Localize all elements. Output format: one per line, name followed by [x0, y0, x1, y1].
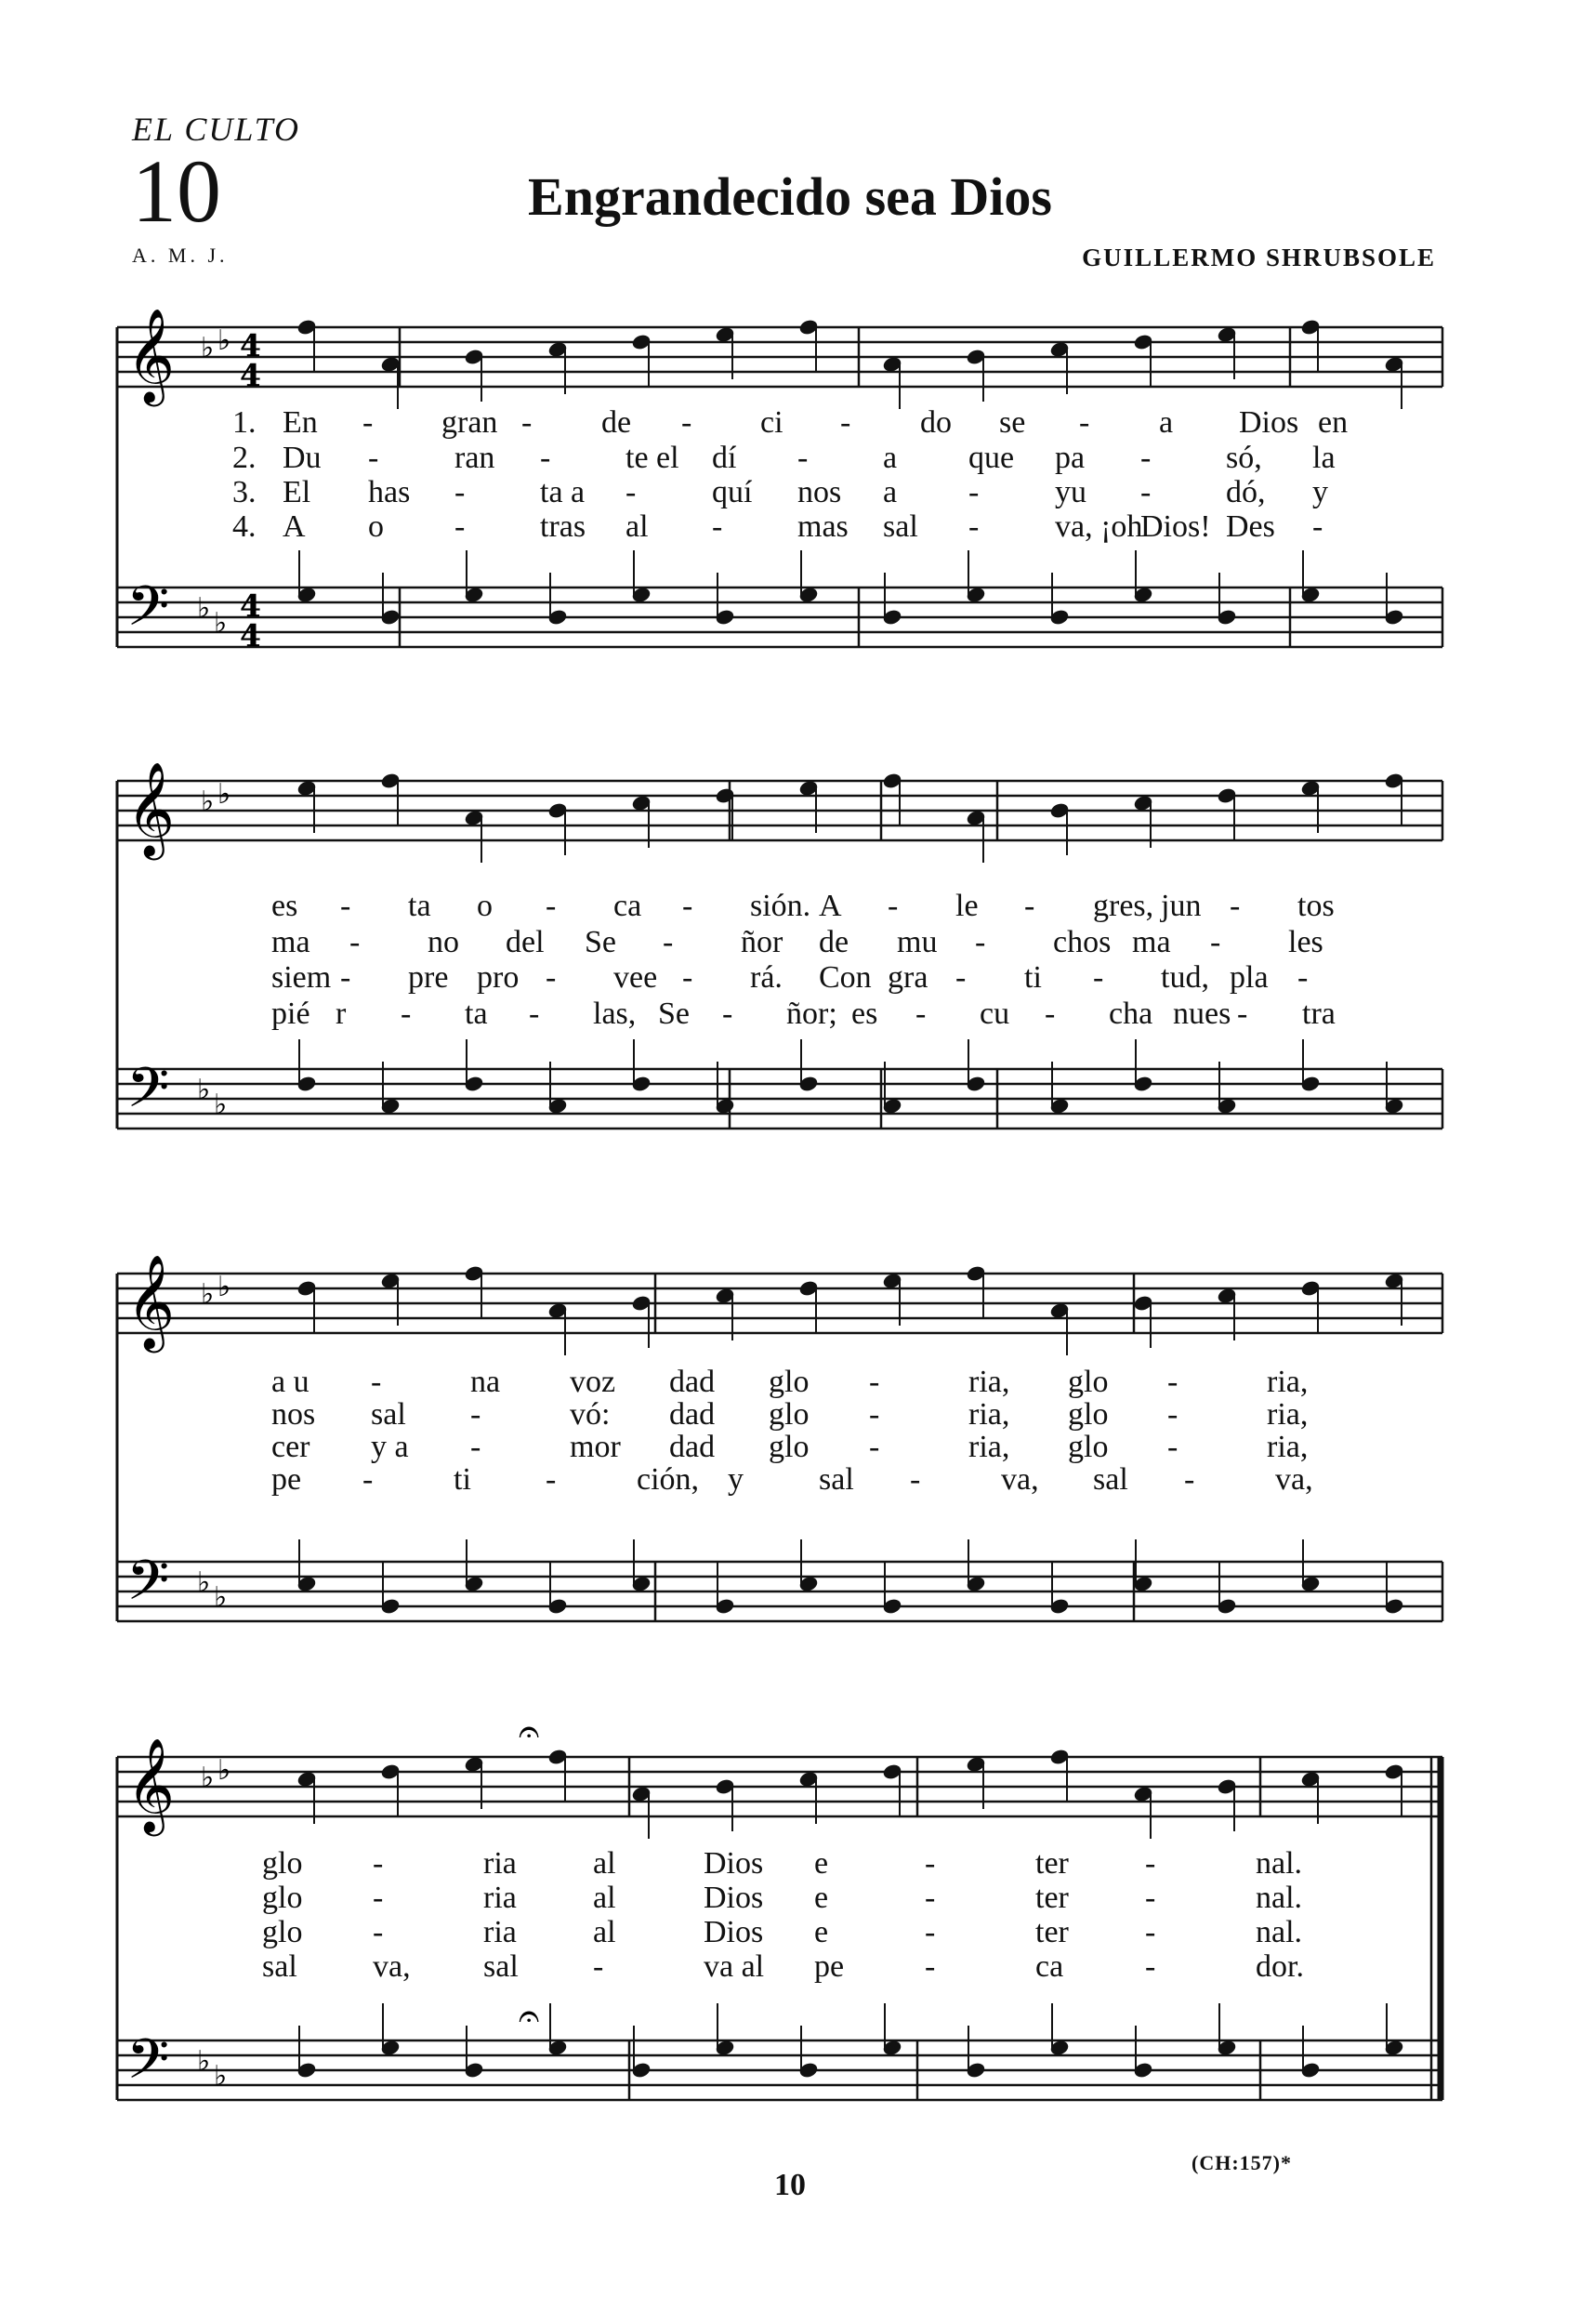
svg-text:♭: ♭ — [217, 1754, 231, 1787]
lyric-syllable: pe — [271, 1462, 302, 1497]
svg-text:♭: ♭ — [214, 1581, 228, 1614]
syllable-hyphen: - — [1237, 997, 1248, 1031]
lyric-syllable: ria, — [1267, 1365, 1309, 1399]
lyric-syllable: tra — [1302, 997, 1336, 1031]
lyric-syllable: mu — [897, 925, 938, 959]
lyric-syllable: al — [593, 1846, 616, 1881]
lyric-syllable: pa — [1055, 441, 1086, 475]
verse-4-line-4 — [244, 1951, 1348, 1985]
svg-text:𝄐: 𝄐 — [519, 1995, 540, 2038]
lyric-syllable: Se — [585, 925, 616, 959]
lyric-syllable: glo — [262, 1915, 303, 1949]
syllable-hyphen: - — [925, 1846, 936, 1881]
verse-number: 1. — [232, 405, 257, 440]
verse-number: 4. — [232, 509, 257, 544]
lyric-syllable: o — [477, 889, 493, 923]
syllable-hyphen: - — [546, 1462, 557, 1497]
lyric-syllable: voz — [570, 1365, 616, 1399]
lyric-syllable: vó: — [570, 1397, 611, 1432]
lyric-syllable: siem — [271, 960, 332, 995]
syllable-hyphen: - — [454, 509, 466, 544]
lyric-syllable: ria — [483, 1915, 517, 1949]
syllable-hyphen: - — [362, 405, 374, 440]
lyric-syllable: do — [920, 405, 952, 440]
syllable-hyphen: - — [1167, 1397, 1178, 1432]
syllable-hyphen: - — [1093, 960, 1104, 995]
lyric-syllable: glo — [769, 1397, 810, 1432]
lyric-syllable: glo — [262, 1846, 303, 1881]
svg-text:♭: ♭ — [201, 1762, 215, 1794]
svg-text:♭: ♭ — [217, 778, 231, 811]
lyric-syllable: de — [601, 405, 632, 440]
syllable-hyphen: - — [362, 1462, 374, 1497]
syllable-hyphen: - — [1145, 1949, 1156, 1984]
lyric-syllable: y — [1312, 475, 1328, 509]
lyric-syllable: e — [814, 1915, 829, 1949]
syllable-hyphen: - — [546, 889, 557, 923]
syllable-hyphen: - — [373, 1846, 384, 1881]
lyric-syllable: tras — [540, 509, 586, 544]
svg-text:4: 4 — [240, 327, 261, 363]
lyric-syllable: só, — [1226, 441, 1262, 475]
lyric-syllable: ria — [483, 1846, 517, 1881]
syllable-hyphen: - — [869, 1365, 880, 1399]
lyric-syllable: ria, — [968, 1365, 1010, 1399]
lyric-syllable: sal — [819, 1462, 854, 1497]
lyric-syllable: mas — [797, 509, 849, 544]
lyric-syllable: dad — [669, 1430, 716, 1464]
page-number: 10 — [774, 2168, 806, 2202]
syllable-hyphen: - — [663, 925, 674, 959]
lyric-syllable: no — [428, 925, 459, 959]
lyric-syllable: ci — [760, 405, 783, 440]
lyric-syllable: y a — [371, 1430, 409, 1464]
lyric-syllable: ta — [408, 889, 431, 923]
syllable-hyphen: - — [340, 889, 351, 923]
lyric-syllable: ta a — [540, 475, 586, 509]
syllable-hyphen: - — [1297, 960, 1309, 995]
lyric-syllable: ción, — [637, 1462, 700, 1497]
lyric-syllable: yu — [1055, 475, 1086, 509]
lyric-syllable: A — [283, 509, 306, 544]
lyric-syllable: pe — [814, 1949, 845, 1984]
syllable-hyphen: - — [371, 1365, 382, 1399]
lyric-syllable: ran — [454, 441, 495, 475]
lyric-syllable: ter — [1035, 1846, 1069, 1881]
svg-text:𝄐: 𝄐 — [519, 1710, 540, 1753]
syllable-hyphen: - — [797, 441, 809, 475]
lyric-syllable: ta — [465, 997, 488, 1031]
syllable-hyphen: - — [470, 1430, 481, 1464]
lyric-syllable: les — [1288, 925, 1323, 959]
svg-text:𝄞: 𝄞 — [126, 307, 176, 403]
syllable-hyphen: - — [682, 889, 693, 923]
lyric-syllable: y — [728, 1462, 744, 1497]
svg-text:𝄢: 𝄢 — [126, 574, 170, 652]
lyric-syllable: a u — [271, 1365, 309, 1399]
lyric-syllable: es — [851, 997, 878, 1031]
lyric-syllable: Con — [819, 960, 872, 995]
syllable-hyphen: - — [955, 960, 967, 995]
syllable-hyphen: - — [968, 475, 980, 509]
lyric-syllable: al — [593, 1881, 616, 1915]
lyric-syllable: A — [819, 889, 842, 923]
lyric-syllable: gres, — [1093, 889, 1154, 923]
svg-text:𝄞: 𝄞 — [126, 1253, 176, 1349]
syllable-hyphen: - — [1045, 997, 1056, 1031]
lyric-syllable: glo — [769, 1430, 810, 1464]
lyric-syllable: dí — [712, 441, 737, 475]
lyric-syllable: has — [368, 475, 411, 509]
lyric-syllable: a — [883, 441, 898, 475]
lyric-syllable: ñor; — [786, 997, 837, 1031]
lyric-syllable: le — [955, 889, 979, 923]
lyric-syllable: pié — [271, 997, 310, 1031]
lyric-syllable: Dios — [1239, 405, 1299, 440]
syllable-hyphen: - — [888, 889, 899, 923]
syllable-hyphen: - — [373, 1915, 384, 1949]
lyric-syllable: rá. — [750, 960, 783, 995]
syllable-hyphen: - — [1167, 1365, 1178, 1399]
lyric-syllable: ter — [1035, 1881, 1069, 1915]
lyric-syllable: ñor — [741, 925, 783, 959]
lyric-syllable: chos — [1053, 925, 1112, 959]
verse-1-line-4 — [244, 1848, 1348, 1882]
lyric-syllable: tos — [1297, 889, 1335, 923]
syllable-hyphen: - — [682, 960, 693, 995]
hymn-number: 10 — [132, 141, 221, 241]
svg-text:4: 4 — [240, 617, 261, 654]
syllable-hyphen: - — [975, 925, 986, 959]
lyric-syllable: a — [1159, 405, 1174, 440]
lyric-syllables — [244, 1848, 1348, 1882]
lyric-syllable: glo — [769, 1365, 810, 1399]
lyric-syllable: de — [819, 925, 849, 959]
lyric-syllable: las, — [593, 997, 637, 1031]
verse-number: 3. — [232, 475, 257, 509]
lyric-syllable: va, ¡oh — [1055, 509, 1143, 544]
lyric-syllable: Du — [283, 441, 322, 475]
syllable-hyphen: - — [1145, 1846, 1156, 1881]
svg-text:4: 4 — [240, 588, 261, 624]
svg-text:𝄢: 𝄢 — [126, 1055, 170, 1133]
lyric-syllable: ti — [1024, 960, 1042, 995]
syllable-hyphen: - — [368, 441, 379, 475]
svg-text:♭: ♭ — [201, 1278, 215, 1311]
svg-text:♭: ♭ — [201, 332, 215, 364]
lyric-syllable: sal — [262, 1949, 297, 1984]
syllable-hyphen: - — [840, 405, 851, 440]
lyric-syllable: va al — [704, 1949, 765, 1984]
translator-initials: A. M. J. — [132, 244, 229, 267]
lyric-syllable: Dios — [704, 1881, 764, 1915]
syllable-hyphen: - — [593, 1949, 604, 1984]
lyric-syllable: va, — [1001, 1462, 1039, 1497]
lyric-syllable: al — [625, 509, 649, 544]
syllable-hyphen: - — [869, 1430, 880, 1464]
lyric-syllable: sal — [883, 509, 918, 544]
syllable-hyphen: - — [373, 1881, 384, 1915]
lyric-syllable: sión. — [750, 889, 811, 923]
syllable-hyphen: - — [470, 1397, 481, 1432]
svg-text:𝄞: 𝄞 — [126, 1736, 176, 1832]
syllable-hyphen: - — [712, 509, 723, 544]
lyric-syllable: cha — [1109, 997, 1153, 1031]
svg-text:♭: ♭ — [214, 1089, 228, 1121]
syllable-hyphen: - — [540, 441, 551, 475]
syllable-hyphen: - — [1145, 1915, 1156, 1949]
lyric-syllable: e — [814, 1846, 829, 1881]
svg-text:♭: ♭ — [201, 786, 215, 818]
syllable-hyphen: - — [1079, 405, 1090, 440]
lyric-syllable: tud, — [1161, 960, 1209, 995]
lyric-syllables — [244, 1951, 1348, 1985]
syllable-hyphen: - — [401, 997, 412, 1031]
lyric-syllable: va, — [1275, 1462, 1313, 1497]
lyric-syllable: que — [968, 441, 1015, 475]
syllable-hyphen: - — [925, 1949, 936, 1984]
lyric-syllable: a — [883, 475, 898, 509]
syllable-hyphen: - — [915, 997, 927, 1031]
lyric-syllables — [244, 1917, 1348, 1950]
syllable-hyphen: - — [1140, 441, 1152, 475]
lyric-syllable: del — [506, 925, 545, 959]
syllable-hyphen: - — [1167, 1430, 1178, 1464]
lyric-syllable: na — [470, 1365, 501, 1399]
syllable-hyphen: - — [1210, 925, 1221, 959]
syllable-hyphen: - — [529, 997, 540, 1031]
svg-text:♭: ♭ — [214, 607, 228, 640]
section-heading: EL CULTO — [132, 111, 301, 148]
lyric-syllable: pro — [477, 960, 520, 995]
svg-text:♭: ♭ — [197, 2045, 211, 2078]
lyric-syllable: ria, — [968, 1430, 1010, 1464]
lyric-syllable: dor. — [1256, 1949, 1304, 1984]
lyric-syllable: ca — [1035, 1949, 1064, 1984]
lyric-syllable: nal. — [1256, 1881, 1303, 1915]
lyric-syllable: glo — [1068, 1430, 1109, 1464]
syllable-hyphen: - — [1145, 1881, 1156, 1915]
lyric-syllable: la — [1312, 441, 1336, 475]
lyric-syllable: ria, — [968, 1397, 1010, 1432]
lyric-syllable: sal — [483, 1949, 519, 1984]
syllable-hyphen: - — [1184, 1462, 1195, 1497]
svg-text:𝄞: 𝄞 — [126, 760, 176, 856]
syllable-hyphen: - — [625, 475, 637, 509]
verse-3-line-4 — [244, 1917, 1348, 1950]
lyric-syllable: glo — [262, 1881, 303, 1915]
lyric-syllable: cu — [980, 997, 1010, 1031]
svg-text:♭: ♭ — [197, 592, 211, 625]
lyric-syllable: e — [814, 1881, 829, 1915]
lyric-syllable: mor — [570, 1430, 621, 1464]
lyric-syllable: glo — [1068, 1397, 1109, 1432]
lyric-syllable: ti — [454, 1462, 471, 1497]
lyric-syllable: dad — [669, 1397, 716, 1432]
svg-text:𝄢: 𝄢 — [126, 1548, 170, 1626]
svg-text:𝄢: 𝄢 — [126, 2027, 170, 2105]
composer-name: GUILLERMO SHRUBSOLE — [1082, 244, 1436, 271]
syllable-hyphen: - — [869, 1397, 880, 1432]
lyric-syllable: quí — [712, 475, 753, 509]
lyric-syllable: ma — [1132, 925, 1171, 959]
lyric-syllable: nos — [797, 475, 842, 509]
lyric-syllable: pla — [1230, 960, 1269, 995]
lyric-syllable: Dios — [704, 1915, 764, 1949]
syllable-hyphen: - — [925, 1915, 936, 1949]
lyric-syllable: vee — [613, 960, 658, 995]
syllable-hyphen: - — [968, 509, 980, 544]
lyric-syllable: sal — [371, 1397, 406, 1432]
lyric-syllable: jun — [1161, 889, 1202, 923]
syllable-hyphen: - — [349, 925, 361, 959]
svg-text:♭: ♭ — [217, 324, 231, 357]
lyric-syllable: es — [271, 889, 298, 923]
lyric-syllable: En — [283, 405, 318, 440]
lyric-syllable: ca — [613, 889, 642, 923]
svg-text:♭: ♭ — [197, 1074, 211, 1106]
lyric-syllable: Des — [1226, 509, 1275, 544]
lyric-syllable: r — [336, 997, 347, 1031]
syllable-hyphen: - — [1140, 475, 1152, 509]
syllable-hyphen: - — [454, 475, 466, 509]
lyric-syllable: gra — [888, 960, 928, 995]
svg-text:4: 4 — [240, 357, 261, 393]
hymn-title: Engrandecido sea Dios — [528, 166, 1052, 227]
lyric-syllable: nal. — [1256, 1846, 1303, 1881]
lyric-syllable: en — [1318, 405, 1349, 440]
syllable-hyphen: - — [925, 1881, 936, 1915]
lyric-syllable: ria, — [1267, 1397, 1309, 1432]
verse-2-line-4 — [244, 1882, 1348, 1916]
syllable-hyphen: - — [546, 960, 557, 995]
lyric-syllable: Se — [658, 997, 690, 1031]
svg-text:♭: ♭ — [217, 1271, 231, 1303]
lyric-syllable: pre — [408, 960, 449, 995]
lyric-syllable: cer — [271, 1430, 310, 1464]
lyric-syllable: Dios! — [1140, 509, 1211, 544]
lyric-syllable: dad — [669, 1365, 716, 1399]
lyric-syllable: glo — [1068, 1365, 1109, 1399]
lyric-syllable: gran — [441, 405, 498, 440]
syllable-hyphen: - — [910, 1462, 921, 1497]
lyric-syllable: sal — [1093, 1462, 1128, 1497]
lyric-syllable: nal. — [1256, 1915, 1303, 1949]
lyric-syllable: dó, — [1226, 475, 1266, 509]
lyric-syllable: ria, — [1267, 1430, 1309, 1464]
lyric-syllable: ter — [1035, 1915, 1069, 1949]
svg-text:♭: ♭ — [197, 1566, 211, 1599]
lyric-syllable: te el — [625, 441, 679, 475]
lyric-syllable: ma — [271, 925, 310, 959]
syllable-hyphen: - — [1230, 889, 1241, 923]
lyric-syllable: Dios — [704, 1846, 764, 1881]
syllable-hyphen: - — [681, 405, 692, 440]
catalog-reference: (CH:157)* — [1192, 2151, 1292, 2174]
svg-text:♭: ♭ — [214, 2060, 228, 2093]
lyric-syllable: nues — [1173, 997, 1231, 1031]
lyric-syllable: al — [593, 1915, 616, 1949]
syllable-hyphen: - — [1024, 889, 1035, 923]
lyric-syllable: nos — [271, 1397, 316, 1432]
syllable-hyphen: - — [340, 960, 351, 995]
verse-number: 2. — [232, 441, 257, 475]
lyric-syllable: El — [283, 475, 311, 509]
lyric-syllable: o — [368, 509, 384, 544]
lyric-syllable: ria — [483, 1881, 517, 1915]
syllable-hyphen: - — [722, 997, 733, 1031]
lyric-syllable: se — [999, 405, 1026, 440]
syllable-hyphen: - — [521, 405, 533, 440]
lyric-syllables — [244, 1882, 1348, 1916]
syllable-hyphen: - — [1312, 509, 1323, 544]
lyric-syllable: va, — [373, 1949, 411, 1984]
